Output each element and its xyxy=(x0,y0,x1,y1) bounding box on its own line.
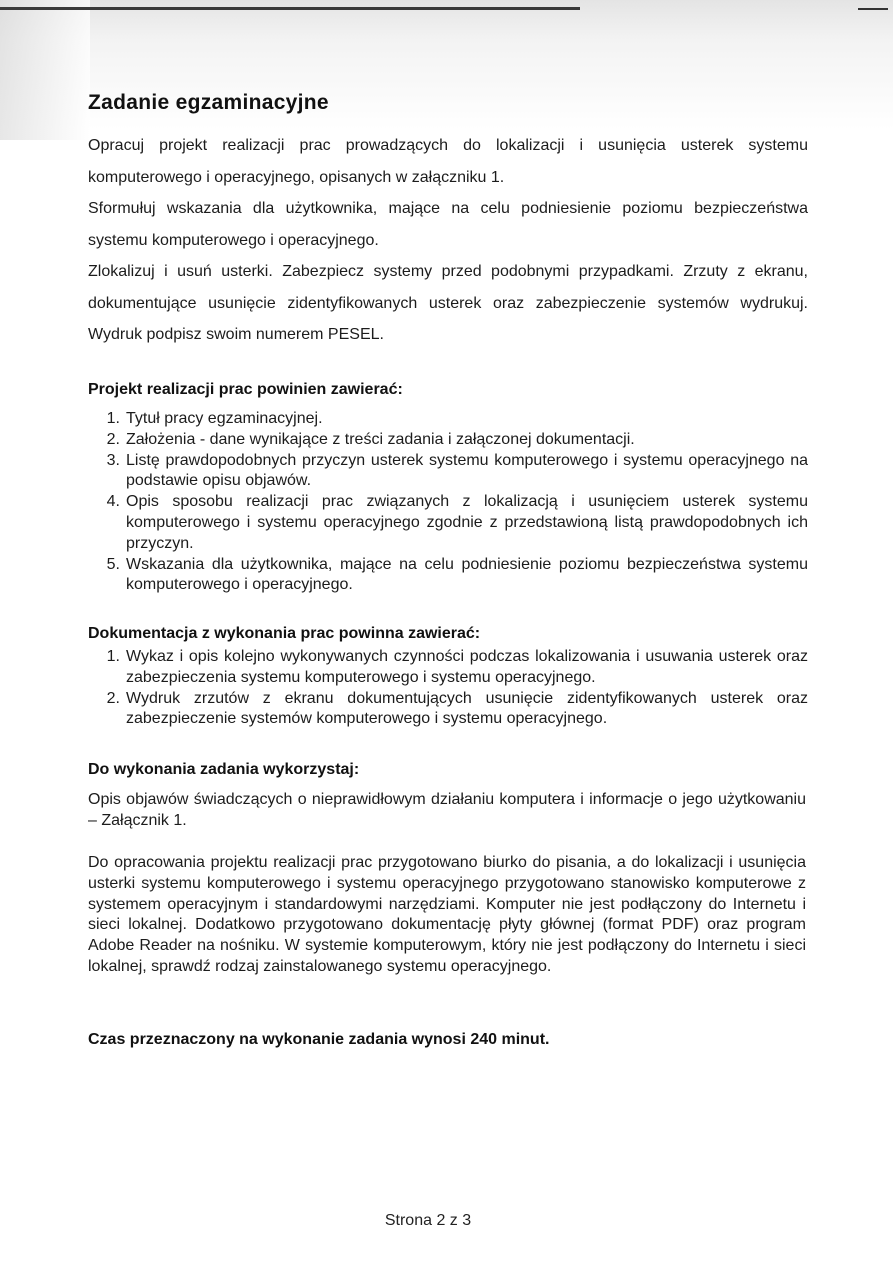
page-title: Zadanie egzaminacyjne xyxy=(88,91,329,114)
list-number: 2. xyxy=(106,689,120,707)
list-number: 1. xyxy=(106,410,120,427)
list-number: 5. xyxy=(106,555,120,573)
duration-note: Czas przeznaczony na wykonanie zadania wynosi 240 minut. xyxy=(88,1031,550,1048)
list-number: 4. xyxy=(106,493,120,511)
intro-text xyxy=(88,130,808,351)
intro-paragraph: Zlokalizuj i usuń usterki. Zabezpiecz systemy przed podobnymi przypadkami. Zrzuty z ekranu, dokumentujące usunięcie zidentyfikowanych usterek oraz zabezpieczenie systemów wydrukuj. Wydruk podpisz swoim numerem PESEL. xyxy=(88,263,808,343)
list-item xyxy=(88,647,808,689)
intro-paragraph: Opracuj projekt realizacji prac prowadzących do lokalizacji i usunięcia usterek systemu komputerowego i operacyjnego, opisanych w załączniku 1. xyxy=(88,137,808,186)
list-item xyxy=(88,492,808,554)
resources-paragraph: Opis objawów świadczących o nieprawidłowym działaniu komputera i informacje o jego użytkowaniu – Załącznik 1. xyxy=(88,791,806,829)
resources-paragraph: Do opracowania projektu realizacji prac przygotowano biurko do pisania, a do lokalizacji i usunięcia usterki systemu komputerowego i systemu operacyjnego przygotowano stanowisko komputerowe z systemem operacyjnym i standardowymi narzędziami. Komputer nie jest podłączony do Internetu i sieci lokalnej. Dodatkowo przygotowano dokumentację płyty głównej (format PDF) oraz program Adobe Reader na nośniku. W systemie komputerowym, który nie jest podłączony do Internetu i sieci lokalnej, sprawdź rodzaj zainstalowanego systemu operacyjnego. xyxy=(88,854,806,975)
documentation-section-title: Dokumentacja z wykonania prac powinna zawierać: xyxy=(88,625,481,642)
list-text: Listę prawdopodobnych przyczyn usterek systemu komputerowego i systemu operacyjnego na podstawie opisu objawów. xyxy=(126,451,808,490)
list-number: 2. xyxy=(106,430,120,448)
list-text: Wskazania dla użytkownika, mające na celu podniesienie poziomu bezpieczeństwa systemu komputerowego i operacyjnego. xyxy=(126,555,808,594)
list-number: 1. xyxy=(106,648,120,665)
list-item xyxy=(88,409,808,430)
project-section-title: Projekt realizacji prac powinien zawierać: xyxy=(88,381,403,398)
list-number: 3. xyxy=(106,451,120,469)
resources-section-title: Do wykonania zadania wykorzystaj: xyxy=(88,761,360,778)
list-text: Opis sposobu realizacji prac związanych z lokalizacją i usunięciem usterek systemu komputerowego i systemu operacyjnego zgodnie z przedstawioną listą prawdopodobnych ich przyczyn. xyxy=(126,493,808,552)
list-text: Wykaz i opis kolejno wykonywanych czynności podczas lokalizowania i usuwania usterek oraz zabezpieczenia systemu komputerowego i systemu operacyjnego. xyxy=(126,648,808,686)
list-text: Założenia - dane wynikające z treści zadania i załączonej dokumentacji. xyxy=(126,430,635,448)
project-requirements-list xyxy=(88,409,808,596)
page-number: Strona 2 z 3 xyxy=(384,1212,472,1229)
list-item xyxy=(88,555,808,597)
list-item xyxy=(88,689,808,731)
list-item xyxy=(88,430,808,451)
intro-paragraph: Sformułuj wskazania dla użytkownika, mające na celu podniesienie poziomu bezpieczeństwa systemu komputerowego i operacyjnego. xyxy=(88,200,808,249)
documentation-requirements-list xyxy=(88,647,808,730)
list-text: Tytuł pracy egzaminacyjnej. xyxy=(126,410,323,427)
list-text: Wydruk zrzutów z ekranu dokumentujących usunięcie zidentyfikowanych usterek oraz zabezpieczenie systemów komputerowego i systemu operacyjnego. xyxy=(126,689,808,728)
list-item xyxy=(88,451,808,493)
